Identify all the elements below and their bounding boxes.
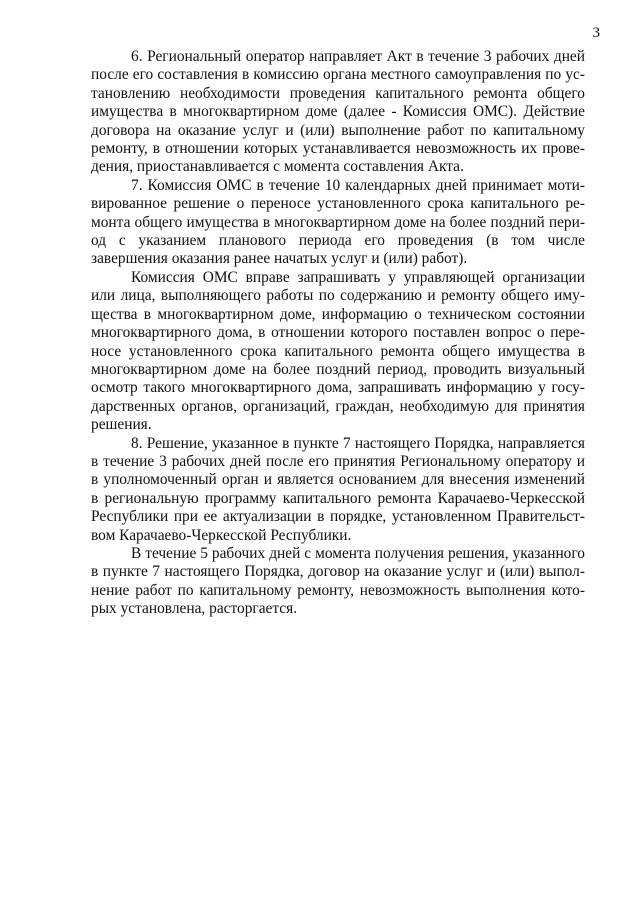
paragraph-commission-rights: Комиссия ОМС вправе запрашивать у управляющей организации или лица, выполняющего работы по содержанию и ремонту общего имущества в многоквартирном доме, информацию о техническом состоянии многоквартирного дома, в отношении которого поставлен вопрос о переносе установленного срока капитального ремонта общего имущества в многоквартирном доме на более поздний период, проводить визуальный осмотр такого многоквартирного дома, запрашивать информацию у государственных органов, организаций, граждан, необходимую для принятия решения. (91, 268, 585, 434)
page-number: 3 (592, 25, 600, 41)
paragraph-6: 6. Региональный оператор направляет Акт в течение 3 рабочих дней после его составления в комиссию органа местного самоуправления по установлению необходимости проведения капитального ремонта общего имущества в многоквартирном доме (далее - Комиссия ОМС). Действие договора на оказание услуг и (или) выполнение работ по капитальному ремонту, в отношении которых устанавливается невозможность их проведения, приостанавливается с момента составления Акта. (91, 48, 585, 176)
document-body (91, 48, 585, 619)
paragraph-8: 8. Решение, указанное в пункте 7 настоящего Порядка, направляется в течение 3 рабочих дней после его принятия Региональному оператору и в уполномоченный орган и является основанием для внесения изменений в региональную программу капитального ремонта Карачаево-Черкесской Республики при ее актуализации в порядке, установленном Правительством Карачаево-Черкесской Республики. (91, 434, 585, 544)
paragraph-7: 7. Комиссия ОМС в течение 10 календарных дней принимает мотивированное решение о переносе установленного срока капитального ремонта общего имущества в многоквартирном доме на более поздний период с указанием планового периода его проведения (в том числе завершения оказания ранее начатых услуг и (или) работ). (91, 176, 585, 268)
paragraph-contract-termination: В течение 5 рабочих дней с момента получения решения, указанного в пункте 7 настоящего Порядка, договор на оказание услуг и (или) выполнение работ по капитальному ремонту, невозможность выполнения которых установлена, расторгается. (91, 544, 585, 618)
